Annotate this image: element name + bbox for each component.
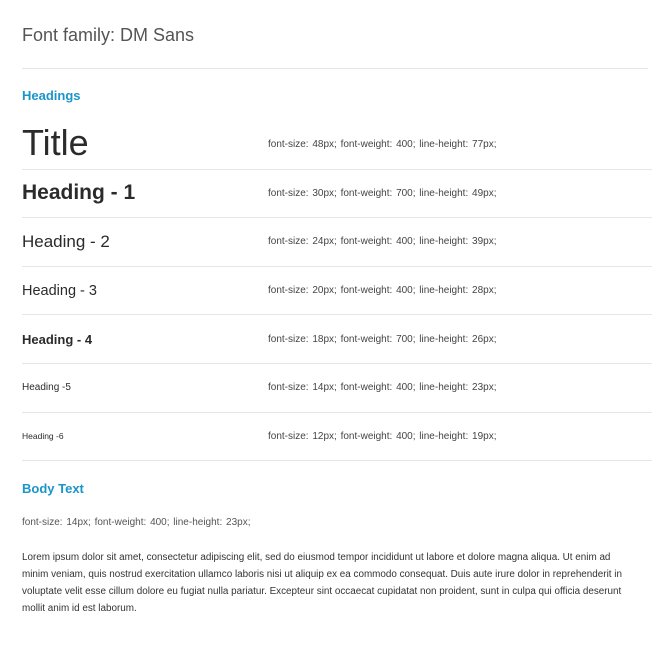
type-sample-title: Title bbox=[22, 121, 89, 163]
type-row-heading-3 bbox=[22, 267, 652, 316]
type-sample-heading-4: Heading - 4 bbox=[22, 331, 93, 347]
divider bbox=[22, 68, 648, 69]
type-row-heading-2 bbox=[22, 218, 652, 267]
type-row-heading-4 bbox=[22, 315, 652, 364]
heading-styles-list bbox=[22, 121, 652, 461]
type-sample-heading-5: Heading -5 bbox=[22, 382, 71, 394]
type-spec-heading-3: font-size: 20px; font-weight: 400; line-height: 28px; bbox=[268, 285, 497, 297]
type-spec-heading-1: font-size: 30px; font-weight: 700; line-height: 49px; bbox=[268, 187, 497, 199]
type-spec-heading-6: font-size: 12px; font-weight: 400; line-height: 19px; bbox=[268, 430, 497, 442]
body-text-sample: Lorem ipsum dolor sit amet, consectetur adipiscing elit, sed do eiusmod tempor incididunt ut labore et dolore magna aliqua. Ut enim ad minim veniam, quis nostrud exercitation ullamco laboris nisi ut aliquip ex ea commodo consequat. Duis aute irure dolor in reprehenderit in voluptate velit esse cillum dolore eu fugiat nulla pariatur. Excepteur sint occaecat cupidatat non proident, sunt in culpa qui officia deserunt mollit anim id est laborum. bbox=[22, 552, 622, 614]
type-row-heading-1 bbox=[22, 170, 652, 219]
type-spec-title: font-size: 48px; font-weight: 400; line-height: 77px; bbox=[268, 139, 497, 151]
type-spec-heading-2: font-size: 24px; font-weight: 400; line-height: 39px; bbox=[268, 236, 497, 248]
type-sample-heading-1: Heading - 1 bbox=[22, 181, 136, 205]
type-sample-heading-2: Heading - 2 bbox=[22, 231, 110, 251]
type-row-heading-6 bbox=[22, 413, 652, 462]
type-sample-heading-3: Heading - 3 bbox=[22, 282, 97, 299]
type-row-heading-5 bbox=[22, 364, 652, 413]
section-label-headings: Headings bbox=[22, 88, 81, 103]
type-spec-heading-5: font-size: 14px; font-weight: 400; line-height: 23px; bbox=[268, 382, 497, 394]
section-label-body-text: Body Text bbox=[22, 481, 84, 496]
type-sample-heading-6: Heading -6 bbox=[22, 431, 64, 442]
page-title: Font family: DM Sans bbox=[22, 25, 195, 45]
type-row-title bbox=[22, 121, 652, 170]
type-spec-heading-4: font-size: 18px; font-weight: 700; line-height: 26px; bbox=[268, 333, 497, 345]
body-text-spec: font-size: 14px; font-weight: 400; line-height: 23px; bbox=[22, 517, 251, 528]
